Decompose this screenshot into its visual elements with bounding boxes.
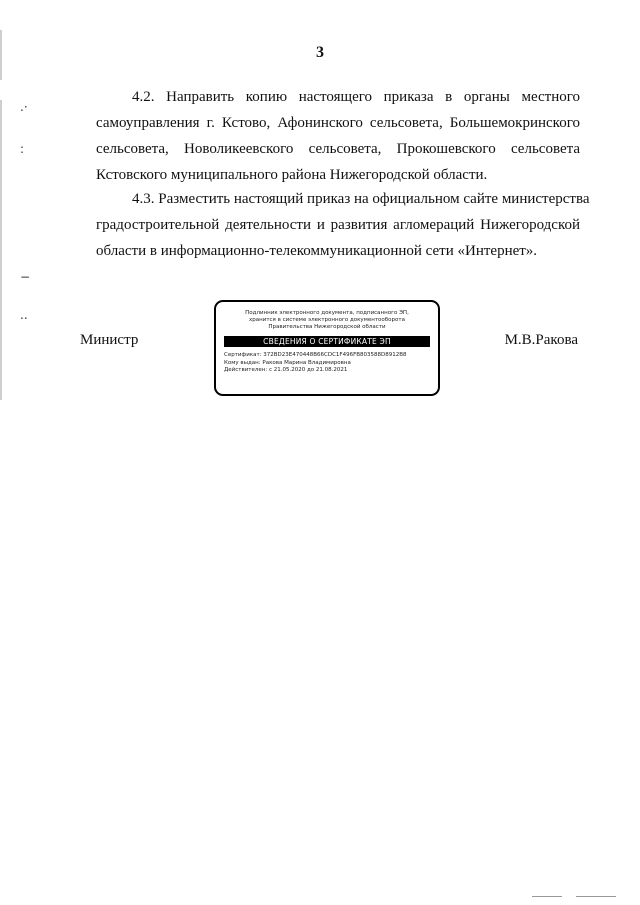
margin-mark: : — [20, 142, 25, 156]
paragraph-line: 4.3. Разместить настоящий приказ на официальном сайте министерства — [132, 191, 590, 207]
stamp-header — [216, 310, 438, 331]
paragraph-line: градостроительной деятельности и развития агломераций Нижегородской — [96, 217, 580, 233]
signature-name: М.В.Ракова — [504, 332, 578, 348]
stamp-certificate-bar: СВЕДЕНИЯ О СЕРТИФИКАТЕ ЭП — [224, 336, 430, 347]
stamp-certificate-number: Сертификат: 372BD23E470448B66CDC1F496FB803588D8912B8 — [224, 352, 407, 358]
paragraph-line: области в информационно-телекоммуникационной сети «Интернет». — [96, 243, 538, 259]
paragraph-4-3 — [96, 186, 590, 264]
stamp-header-line: Правительства Нижегородской области — [268, 324, 386, 330]
paragraph-line: 4.2. Направить копию настоящего приказа в органы местного — [132, 89, 580, 105]
paragraph-line: самоуправления г. Кстово, Афонинского сельсовета, Большемокринского — [96, 115, 580, 131]
bottom-rule — [532, 896, 562, 897]
stamp-header-line: хранится в системе электронного документооборота — [249, 317, 405, 323]
margin-mark: .· — [20, 100, 28, 114]
page-number: 3 — [316, 44, 324, 61]
signature-title: Министр — [80, 332, 139, 348]
stamp-validity: Действителен: с 21.05.2020 до 21.08.2021 — [224, 367, 348, 373]
paragraph-line: Кстовского муниципального района Нижегородской области. — [96, 167, 488, 183]
stamp-details — [224, 352, 438, 375]
scan-edge-line-middle — [0, 100, 2, 400]
stamp-header-line: Подлинник электронного документа, подписанного ЭП, — [245, 310, 409, 316]
stamp-issued-to: Кому выдан: Ракова Марина Владимировна — [224, 359, 351, 366]
electronic-signature-stamp — [214, 300, 440, 396]
paragraph-line: сельсовета, Новоликеевского сельсовета, Прокошевского сельсовета — [96, 141, 580, 157]
paragraph-4-2 — [96, 84, 580, 188]
margin-mark: .. — [20, 308, 28, 322]
bottom-rule — [576, 896, 616, 897]
margin-mark: − — [20, 270, 31, 284]
